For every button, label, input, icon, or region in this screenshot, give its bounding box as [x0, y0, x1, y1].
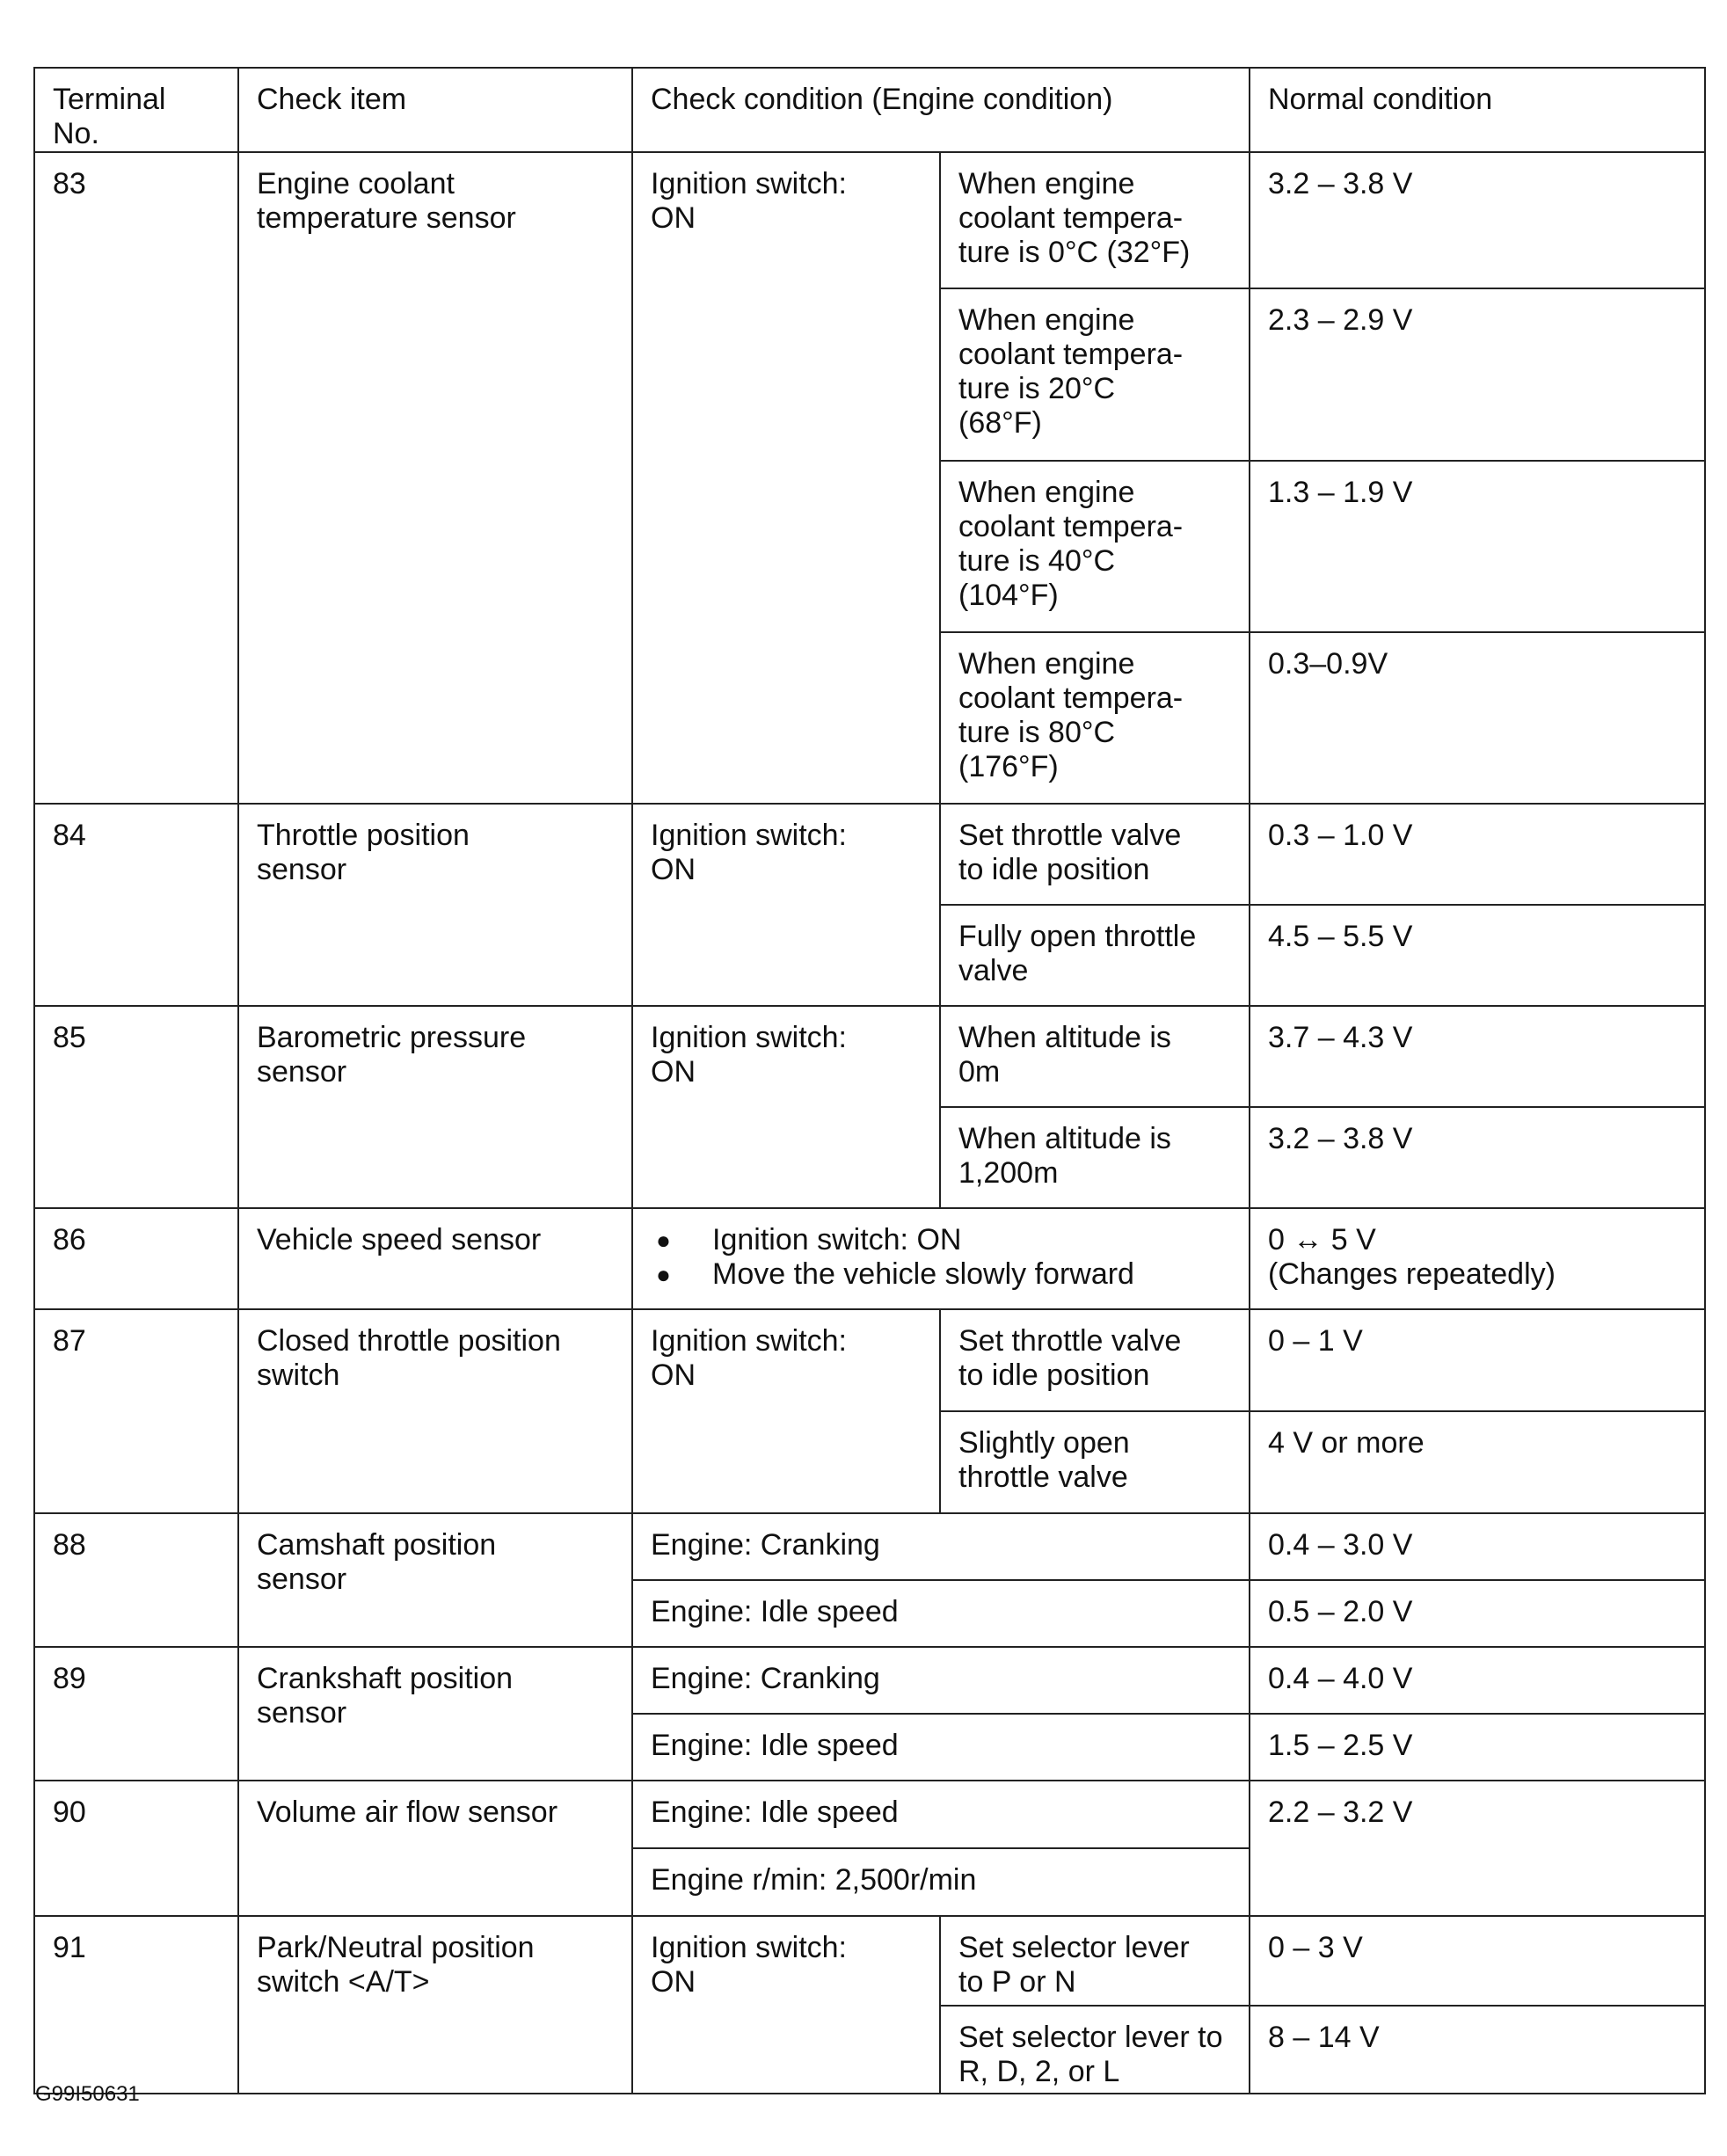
table-header-row — [34, 68, 1705, 152]
normal-value: 4 V or more — [1250, 1411, 1705, 1513]
sub-condition: Set throttle valve to idle position — [940, 1309, 1250, 1411]
normal-value: 4.5 – 5.5 V — [1250, 905, 1705, 1006]
terminal-number: 88 — [34, 1513, 238, 1647]
sub-condition: Set selector lever to P or N — [940, 1916, 1250, 2006]
check-item: Crankshaft position sensor — [238, 1647, 632, 1781]
bullet-item: ● Move the vehicle slowly forward — [651, 1257, 1231, 1292]
check-item: Park/Neutral position switch <A/T> — [238, 1916, 632, 2094]
normal-value: 1.3 – 1.9 V — [1250, 461, 1705, 632]
sub-condition: Set throttle valve to idle position — [940, 804, 1250, 905]
terminal-number: 87 — [34, 1309, 238, 1513]
sub-condition: Set selector lever to R, D, 2, or L — [940, 2006, 1250, 2094]
sub-condition: When altitude is 1,200m — [940, 1107, 1250, 1208]
check-condition: Engine r/min: 2,500r/min — [632, 1848, 1250, 1916]
check-condition: Ignition switch: ON — [632, 1006, 940, 1208]
normal-value: 8 – 14 V — [1250, 2006, 1705, 2094]
check-condition: Engine: Idle speed — [632, 1781, 1250, 1848]
normal-value: 3.7 – 4.3 V — [1250, 1006, 1705, 1107]
check-item: Engine coolant temperature sensor — [238, 152, 632, 804]
sub-condition: When engine coolant tempera- ture is 40°C (104°F) — [940, 461, 1250, 632]
normal-value: 3.2 – 3.8 V — [1250, 152, 1705, 288]
check-item: Vehicle speed sensor — [238, 1208, 632, 1309]
terminal-number: 86 — [34, 1208, 238, 1309]
header-check-item: Check item — [238, 68, 632, 152]
terminal-check-table — [33, 67, 1706, 2094]
terminal-number: 84 — [34, 804, 238, 1006]
table-row — [34, 1513, 1705, 1580]
check-item: Volume air flow sensor — [238, 1781, 632, 1916]
check-condition: Ignition switch: ON — [632, 1916, 940, 2094]
normal-value: 0.4 – 3.0 V — [1250, 1513, 1705, 1580]
condition-bullet-list — [651, 1223, 1231, 1292]
terminal-number: 90 — [34, 1781, 238, 1916]
normal-value: 0.5 – 2.0 V — [1250, 1580, 1705, 1647]
table-row — [34, 1781, 1705, 1848]
table-row — [34, 1208, 1705, 1309]
header-terminal-no: Terminal No. — [34, 68, 238, 152]
check-condition: Ignition switch: ON — [632, 1309, 940, 1513]
sub-condition: When engine coolant tempera- ture is 0°C (32°F) — [940, 152, 1250, 288]
sub-condition: Fully open throttle valve — [940, 905, 1250, 1006]
terminal-number: 85 — [34, 1006, 238, 1208]
check-item: Throttle position sensor — [238, 804, 632, 1006]
header-check-condition: Check condition (Engine condition) — [632, 68, 1250, 152]
table-row — [34, 1309, 1705, 1411]
normal-value: 2.2 – 3.2 V — [1250, 1781, 1705, 1916]
check-condition: Engine: Cranking — [632, 1647, 1250, 1714]
terminal-number: 89 — [34, 1647, 238, 1781]
check-item: Camshaft position sensor — [238, 1513, 632, 1647]
sub-condition: When engine coolant tempera- ture is 80°C (176°F) — [940, 632, 1250, 804]
normal-value: 2.3 – 2.9 V — [1250, 288, 1705, 461]
check-item: Barometric pressure sensor — [238, 1006, 632, 1208]
terminal-number: 83 — [34, 152, 238, 804]
table-row — [34, 1006, 1705, 1107]
normal-value: 0 – 1 V — [1250, 1309, 1705, 1411]
normal-value: 1.5 – 2.5 V — [1250, 1714, 1705, 1781]
sub-condition: When altitude is 0m — [940, 1006, 1250, 1107]
check-condition: Engine: Cranking — [632, 1513, 1250, 1580]
table-row — [34, 1916, 1705, 2006]
sub-condition: When engine coolant tempera- ture is 20°C (68°F) — [940, 288, 1250, 461]
normal-value: 3.2 – 3.8 V — [1250, 1107, 1705, 1208]
table-row — [34, 804, 1705, 905]
check-condition — [632, 1208, 1250, 1309]
normal-value: 0.3 – 1.0 V — [1250, 804, 1705, 905]
check-condition: Engine: Idle speed — [632, 1580, 1250, 1647]
normal-value: 0.4 – 4.0 V — [1250, 1647, 1705, 1714]
sub-condition: Slightly open throttle valve — [940, 1411, 1250, 1513]
figure-code: G99I50631 — [35, 2082, 140, 2106]
table-row — [34, 1647, 1705, 1714]
table-row — [34, 152, 1705, 288]
normal-value: 0.3–0.9V — [1250, 632, 1705, 804]
header-normal-condition: Normal condition — [1250, 68, 1705, 152]
normal-value: 0 – 3 V — [1250, 1916, 1705, 2006]
check-condition: Ignition switch: ON — [632, 152, 940, 804]
normal-value: 0 ↔ 5 V (Changes repeatedly) — [1250, 1208, 1705, 1309]
check-item: Closed throttle position switch — [238, 1309, 632, 1513]
check-condition: Engine: Idle speed — [632, 1714, 1250, 1781]
terminal-number: 91 — [34, 1916, 238, 2094]
check-condition: Ignition switch: ON — [632, 804, 940, 1006]
bullet-item: ● Ignition switch: ON — [651, 1223, 1231, 1257]
